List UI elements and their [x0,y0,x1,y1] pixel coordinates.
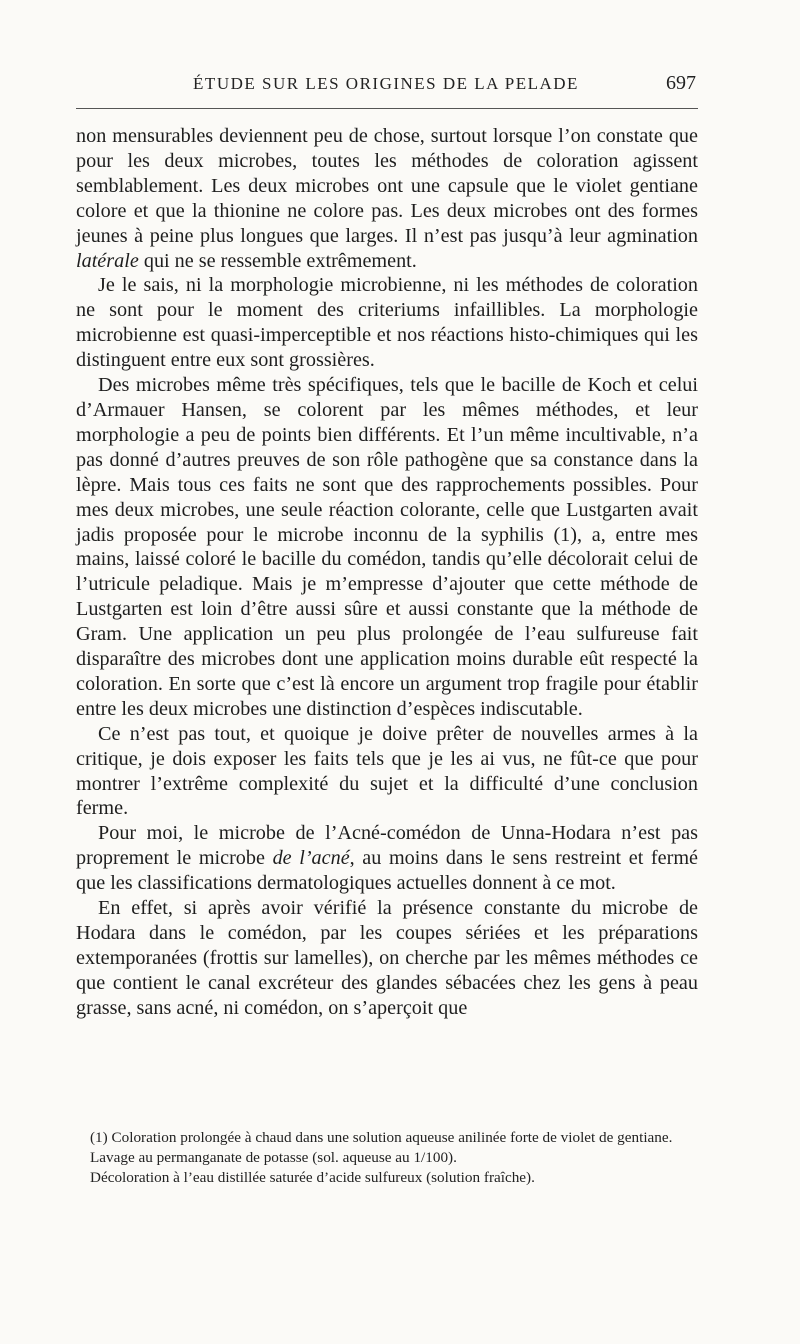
footnote-1: (1) Coloration prolongée à chaud dans une solution aqueuse anilinée forte de violet de gentiane. [90,1129,673,1146]
footnote-3: Décoloration à l’eau distillée saturée d’acide sulfureux (solution fraîche). [90,1169,535,1187]
paragraph-5-text-a: Pour moi, le microbe de l’Acné-comédon de Unna-Hodara n’est pas proprement le microbe [76,822,698,870]
running-header [76,72,696,100]
paragraph-1-text-a: non mensurables deviennent peu de chose, surtout lorsque l’on constate que pour les deux microbes, toutes les méthodes de coloration agissent semblablement. Les deux microbes ont une capsule que le violet gentiane colore et que la thionine ne colore pas. Les deux microbes ont des formes jeunes à peine plus longues que larges. Il n’est pas jusqu’à leur agmination [76,125,698,247]
paragraph-5-text-b: , au moins dans le sens restreint et fermé que les classifications dermatologiques actuelles donnent à ce mot. [76,847,699,895]
paragraph-1 [76,124,698,273]
paragraph-1-italic: latérale [76,249,139,272]
paragraph-1-text-b: qui ne se ressemble extrêmement. [138,249,417,272]
body-text [76,124,698,1021]
header-rule [76,108,698,109]
footnote-2: Lavage au permanganate de potasse (sol. aqueuse au 1/100). [90,1149,457,1167]
paragraph-6: En effet, si après avoir vérifié la présence constante du microbe de Hodara dans le comédon, par les coupes sériées et les préparations extemporanées (frottis sur lamelles), on cherche par les mêmes méthodes ce que contient le canal excréteur des glandes sébacées chez les gens à peau grasse, sans acné, ni comédon, on s’aperçoit que [76,897,698,1019]
footnotes [76,1128,698,1189]
paragraph-5-italic: de l’acné [272,847,350,870]
paragraph-3: Des microbes même très spécifiques, tels que le bacille de Koch et celui d’Armauer Hansen, se colorent par les mêmes méthodes, et leur morphologie a peu de points bien différents. Et l’un même incultivable, n’a pas donné d’autres preuves de son rôle pathogène que sa constance dans la lèpre. Mais tous ces faits ne sont que des rapprochements possibles. Pour mes deux microbes, une seule réaction colorante, celle que Lustgarten avait jadis proposée pour le microbe inconnu de la syphilis (1), a, entre mes mains, laissé coloré le bacille du comédon, tandis qu’elle décolorait celui de l’utricule peladique. Mais je m’empresse d’ajouter que cette méthode de Lustgarten est loin d’être aussi sûre et aussi constante que la méthode de Gram. Une application un peu plus prolongée de l’eau sulfureuse fait disparaître des microbes dont une application moins durable eût respecté la coloration. En sorte que c’est là encore un argument trop fragile pour établir entre les deux microbes une distinction d’espèces indiscutable. [76,374,698,720]
running-title: ÉTUDE SUR LES ORIGINES DE LA PELADE [193,74,579,93]
paragraph-4: Ce n’est pas tout, et quoique je doive prêter de nouvelles armes à la critique, je dois exposer les faits tels que je les ai vus, ne fût-ce que pour montrer l’extrême complexité du sujet et la difficulté d’une conclusion ferme. [76,722,698,820]
paragraph-2: Je le sais, ni la morphologie microbienne, ni les méthodes de coloration ne sont pour le moment des criteriums infaillibles. La morphologie microbienne est quasi-imperceptible et nos réactions histo-chimiques qui les distinguent entre eux sont grossières. [76,274,698,372]
page-number: 697 [666,72,696,94]
paragraph-5 [76,821,698,896]
